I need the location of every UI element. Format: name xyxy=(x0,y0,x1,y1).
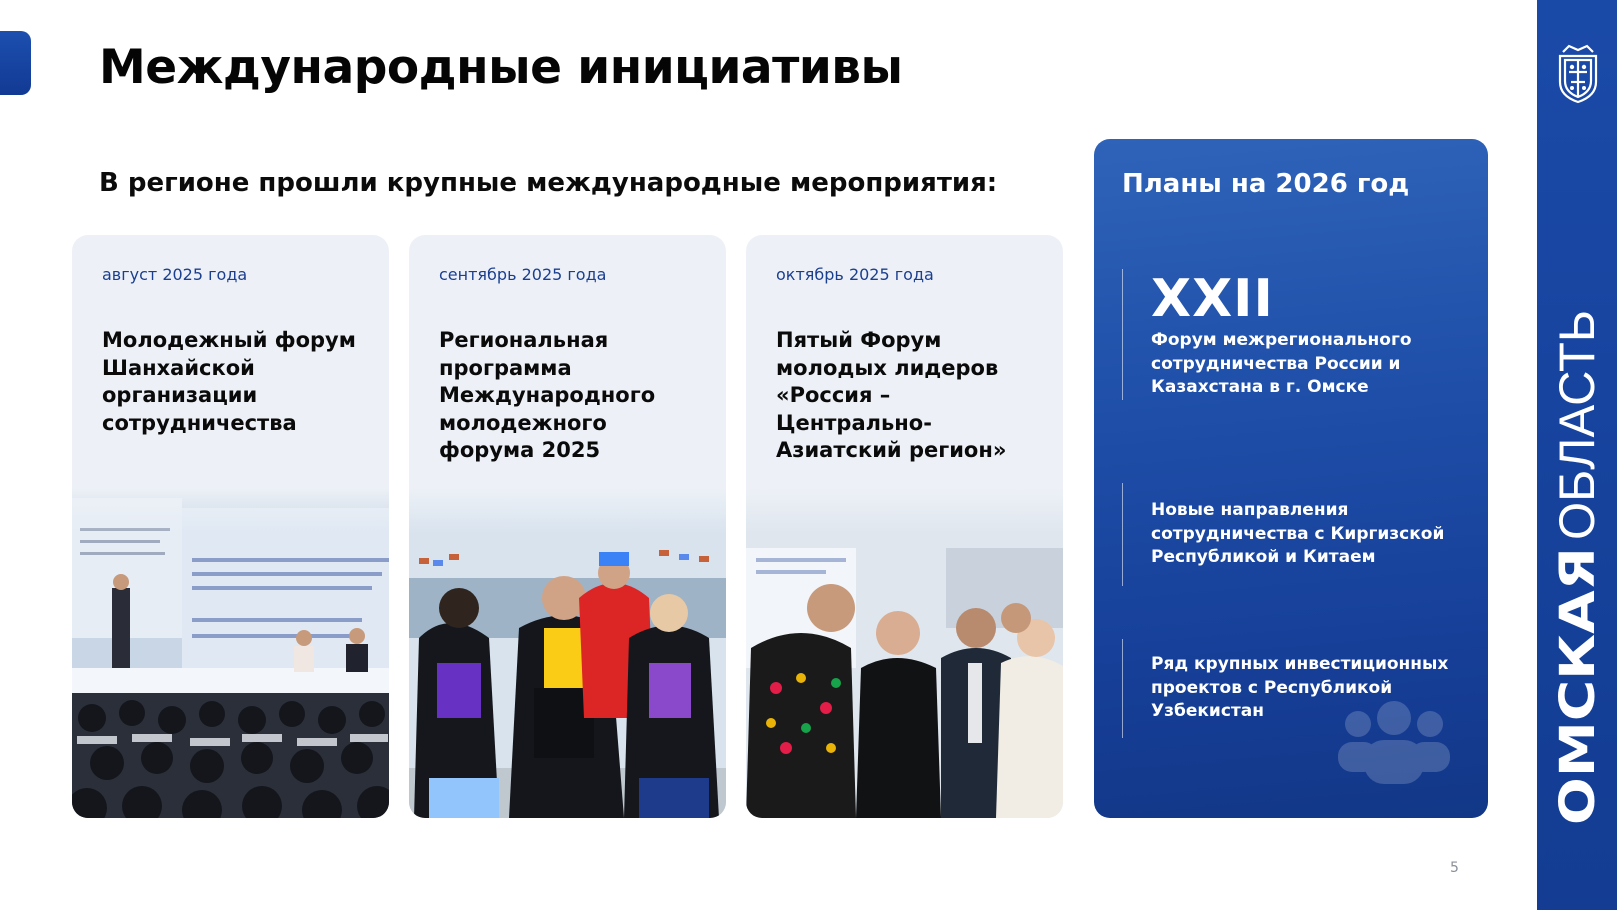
event-date: сентябрь 2025 года xyxy=(439,265,607,284)
plan-item-text: Ряд крупных инвестиционных проектов с Республикой Узбекистан xyxy=(1151,654,1449,721)
event-name: Пятый Форум молодых лидеров «Россия – Центрально-Азиатский регион» xyxy=(776,328,1007,462)
people-icon xyxy=(1334,694,1454,784)
leaders-group-photo xyxy=(746,488,1063,818)
plans-panel xyxy=(1094,139,1488,818)
event-card-leaders-forum xyxy=(746,235,1063,818)
youth-group-photo xyxy=(409,488,726,818)
accent-tab xyxy=(0,31,31,95)
plan-item-number: XXII xyxy=(1151,269,1274,329)
event-card-sco-forum xyxy=(72,235,389,818)
plans-title: Планы на 2026 год xyxy=(1122,169,1410,199)
region-name-bold: ОМСКАЯ xyxy=(1550,587,1606,825)
event-date: август 2025 года xyxy=(102,265,248,284)
region-name-vertical xyxy=(1537,0,1617,910)
page-number: 5 xyxy=(1450,860,1459,876)
page-subtitle: В регионе прошли крупные международные мероприятия: xyxy=(99,168,998,198)
plan-item-forum xyxy=(1122,269,1451,400)
event-name: Молодежный форум Шанхайской организации сотрудничества xyxy=(102,328,356,435)
region-name-light: ОБЛАСТЬ xyxy=(1549,305,1605,540)
event-name: Региональная программа Международного молодежного форума 2025 xyxy=(439,328,656,462)
page-title: Международные инициативы xyxy=(99,40,903,95)
event-date: октябрь 2025 года xyxy=(776,265,934,284)
plan-item-text: Форум межрегионального сотрудничества России и Казахстана в г. Омске xyxy=(1151,330,1412,397)
plan-item-kyrgyzstan-china xyxy=(1122,483,1451,586)
plan-item-text: Новые направления сотрудничества с Киргизской Республикой и Китаем xyxy=(1151,500,1445,567)
conference-hall-photo xyxy=(72,488,389,818)
event-card-youth-forum xyxy=(409,235,726,818)
region-sidebar xyxy=(1537,0,1617,910)
